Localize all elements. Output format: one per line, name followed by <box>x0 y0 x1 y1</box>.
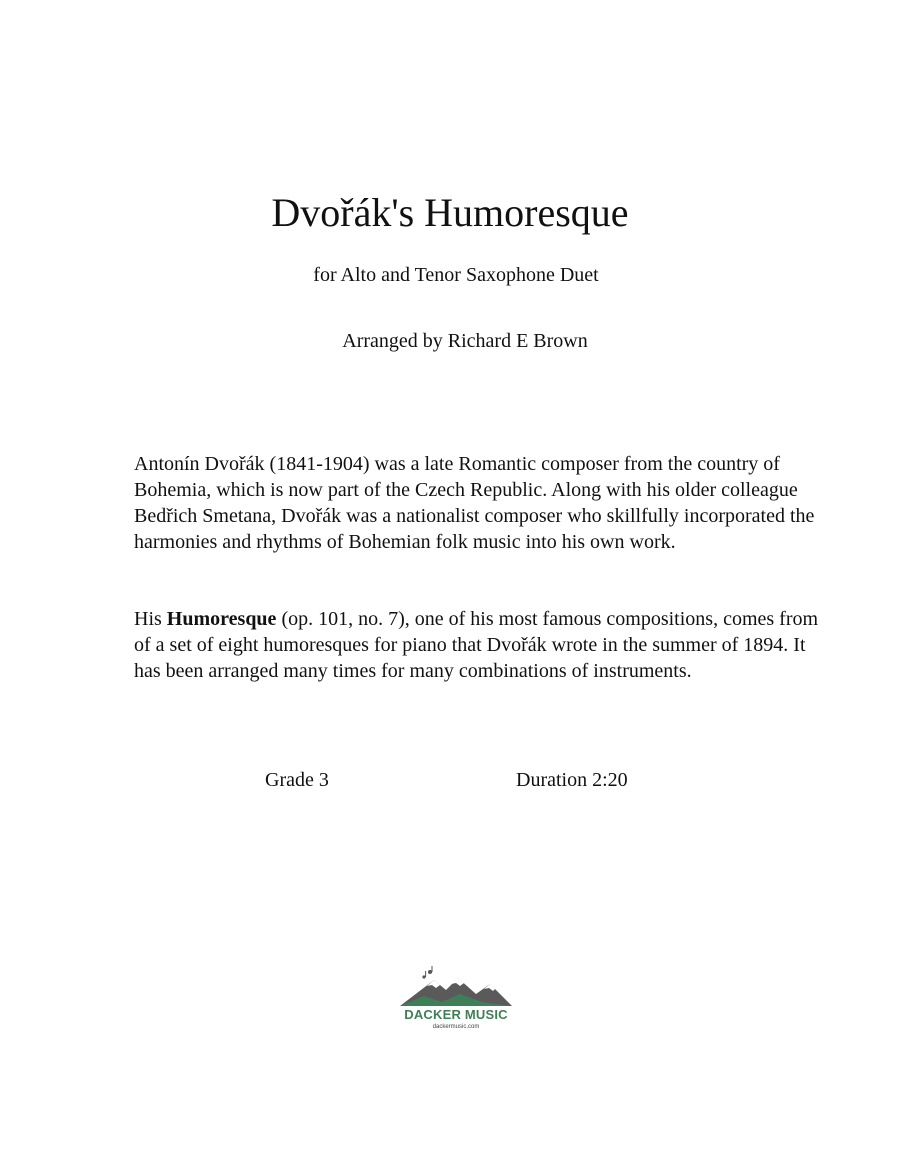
paragraph-suffix: (op. 101, no. 7), one of his most famous compositions, comes from of a set of eight humoresques for piano that Dvořák wrote in the summer of 1894. It has been arranged many times for many combinations of instruments. <box>134 608 819 682</box>
grade-label: Grade 3 <box>265 769 329 791</box>
logo-name: DACKER MUSIC <box>404 1007 508 1022</box>
page-title: Dvořák's Humoresque <box>271 190 629 235</box>
paragraph-biography: Antonín Dvořák (1841-1904) was a late Romantic composer from the country of Bohemia, which is now part of the Czech Republic. Along with his older colleague Bedřich Smetana, Dvořák was a nationalist composer who skillfully incorporated the harmonies and rhythms of Bohemian folk music into his own work. <box>134 453 815 553</box>
piece-name-bold: Humoresque <box>166 608 277 630</box>
arranger-credit: Arranged by Richard E Brown <box>342 330 588 352</box>
logo-url: dackermusic.com <box>432 1024 480 1030</box>
mountain-logo-icon <box>394 966 518 1008</box>
duration-label: Duration 2:20 <box>516 769 628 791</box>
subtitle: for Alto and Tenor Saxophone Duet <box>313 264 599 286</box>
publisher-logo <box>394 966 518 1044</box>
paragraph-prefix: His <box>134 608 167 630</box>
paragraph-piece-description <box>134 606 834 684</box>
